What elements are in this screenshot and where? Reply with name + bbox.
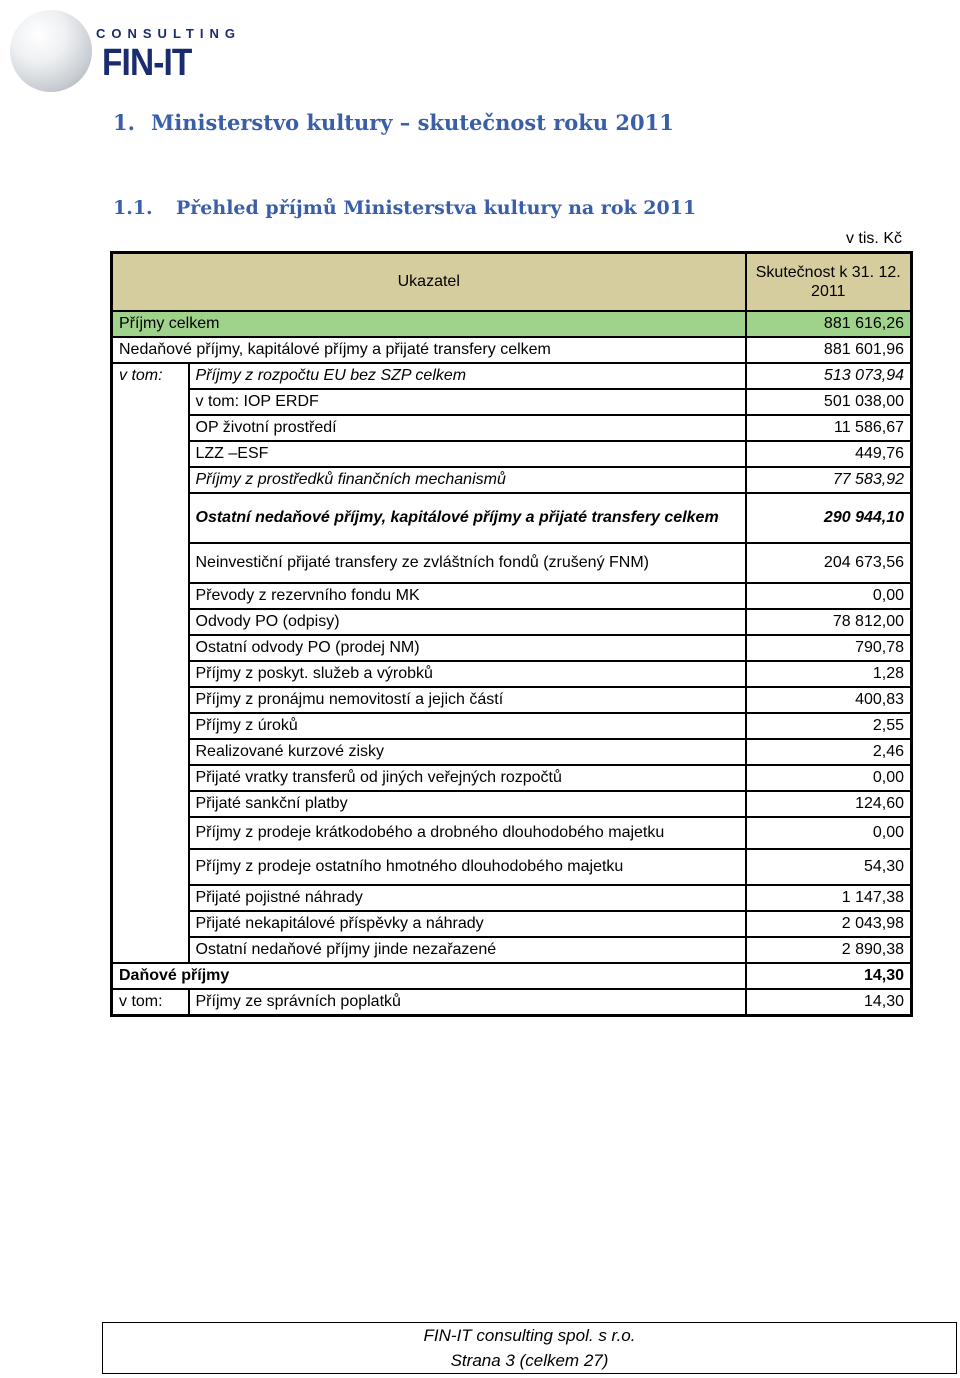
table-row [112, 911, 912, 937]
row-label: Příjmy z úroků [189, 713, 746, 739]
row-value: 2,55 [746, 713, 912, 739]
total-label: Příjmy celkem [112, 311, 746, 337]
row-label: Realizované kurzové zisky [189, 739, 746, 765]
row-label: Ostatní odvody PO (prodej NM) [189, 635, 746, 661]
table-row-total [112, 311, 912, 337]
tax-value: 14,30 [746, 963, 912, 989]
tax-label: Daňové příjmy [112, 963, 746, 989]
vtom-label: v tom: [112, 363, 189, 963]
table-row [112, 713, 912, 739]
table-row [112, 415, 912, 441]
row-label: LZZ –ESF [189, 441, 746, 467]
row-label: Příjmy z prodeje ostatního hmotného dlouhodobého majetku [189, 849, 746, 885]
table-row [112, 937, 912, 963]
table-row [112, 849, 912, 885]
table-row [112, 543, 912, 583]
row-value: 449,76 [746, 441, 912, 467]
row-value: 1,28 [746, 661, 912, 687]
row-value: 0,00 [746, 583, 912, 609]
row-value: 2 043,98 [746, 911, 912, 937]
row-value: 204 673,56 [746, 543, 912, 583]
row-label: Odvody PO (odpisy) [189, 609, 746, 635]
heading-2-text: Přehled příjmů Ministerstva kultury na rok 2011 [176, 197, 697, 219]
table-row [112, 817, 912, 849]
header-ukazatel: Ukazatel [112, 253, 746, 312]
footer-company: FIN-IT consulting spol. s r.o. [423, 1326, 636, 1345]
header-actual: Skutečnost k 31. 12. 2011 [746, 253, 912, 312]
row-label: Přijaté sankční platby [189, 791, 746, 817]
heading-2-number: 1.1. [113, 197, 153, 219]
table-row [112, 765, 912, 791]
table-row [112, 363, 912, 389]
row-label: OP životní prostředí [189, 415, 746, 441]
row-value: 0,00 [746, 817, 912, 849]
row-label: Příjmy z prodeje krátkodobého a drobného dlouhodobého majetku [189, 817, 746, 849]
company-logo [4, 4, 241, 100]
row-label: Příjmy z pronájmu nemovitostí a jejich částí [189, 687, 746, 713]
row-label: Ostatní nedaňové příjmy, kapitálové příjmy a přijaté transfery celkem [189, 493, 746, 543]
row-label: Příjmy z poskyt. služeb a výrobků [189, 661, 746, 687]
row-value: 54,30 [746, 849, 912, 885]
row-label: Přijaté vratky transferů od jiných veřejných rozpočtů [189, 765, 746, 791]
table-row [112, 661, 912, 687]
logo-sphere-icon [10, 10, 92, 92]
row-label: Přijaté nekapitálové příspěvky a náhrady [189, 911, 746, 937]
logo-name: FIN-IT [102, 42, 192, 84]
revenue-table [110, 251, 913, 1017]
table-row [112, 467, 912, 493]
total-value: 881 616,26 [746, 311, 912, 337]
taxsub-vtom-label: v tom: [112, 989, 189, 1016]
table-header-row [112, 253, 912, 312]
row-label: Neinvestiční přijaté transfery ze zvláštních fondů (zrušený FNM) [189, 543, 746, 583]
row-value: 1 147,38 [746, 885, 912, 911]
nontax-value: 881 601,96 [746, 337, 912, 363]
row-value: 513 073,94 [746, 363, 912, 389]
row-label: Ostatní nedaňové příjmy jinde nezařazené [189, 937, 746, 963]
heading-1-text: Ministerstvo kultury – skutečnost roku 2011 [151, 110, 674, 135]
table-row [112, 441, 912, 467]
page-footer [102, 1322, 957, 1374]
row-value: 0,00 [746, 765, 912, 791]
table-row [112, 635, 912, 661]
table-row [112, 885, 912, 911]
row-value: 78 812,00 [746, 609, 912, 635]
table-row [112, 791, 912, 817]
row-value: 2 890,38 [746, 937, 912, 963]
row-label: Příjmy z prostředků finančních mechanismů [189, 467, 746, 493]
table-row-taxsub [112, 989, 912, 1016]
table-row [112, 687, 912, 713]
row-label: Přijaté pojistné náhrady [189, 885, 746, 911]
row-label: Převody z rezervního fondu MK [189, 583, 746, 609]
footer-page-number: Strana 3 (celkem 27) [450, 1351, 609, 1370]
row-value: 501 038,00 [746, 389, 912, 415]
logo-consulting-text: CONSULTING [96, 26, 241, 41]
table-row [112, 493, 912, 543]
row-label: v tom: IOP ERDF [189, 389, 746, 415]
heading-1-number: 1. [113, 110, 135, 135]
table-row-nontax [112, 337, 912, 363]
row-label: Příjmy z rozpočtu EU bez SZP celkem [189, 363, 746, 389]
taxsub-value: 14,30 [746, 989, 912, 1016]
row-value: 2,46 [746, 739, 912, 765]
table-row [112, 739, 912, 765]
row-value: 77 583,92 [746, 467, 912, 493]
heading-1 [113, 110, 674, 135]
row-value: 400,83 [746, 687, 912, 713]
unit-label: v tis. Kč [845, 230, 902, 247]
row-value: 790,78 [746, 635, 912, 661]
row-value: 290 944,10 [746, 493, 912, 543]
table-row [112, 583, 912, 609]
row-value: 124,60 [746, 791, 912, 817]
table-row [112, 609, 912, 635]
taxsub-label: Příjmy ze správních poplatků [189, 989, 746, 1016]
row-value: 11 586,67 [746, 415, 912, 441]
table-row-tax [112, 963, 912, 989]
table-row [112, 389, 912, 415]
heading-2 [113, 197, 696, 219]
nontax-label: Nedaňové příjmy, kapitálové příjmy a přijaté transfery celkem [112, 337, 746, 363]
